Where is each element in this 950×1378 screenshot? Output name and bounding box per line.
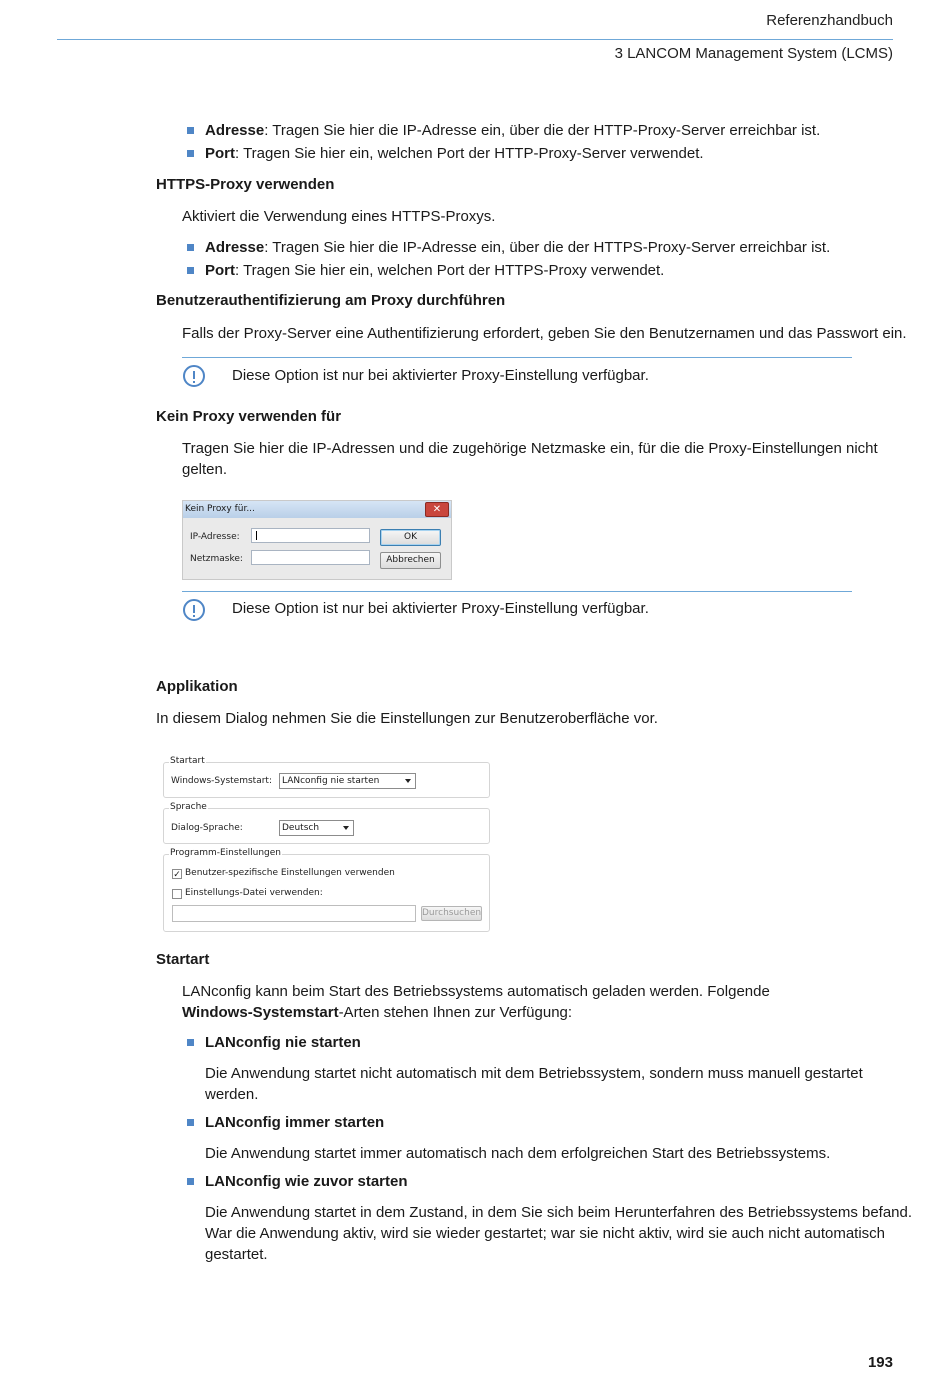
bullet-icon <box>187 267 194 274</box>
ip-label: IP-Adresse: <box>190 532 240 542</box>
settings-file-input[interactable] <box>172 905 416 922</box>
ip-address-input[interactable] <box>251 528 370 543</box>
section-heading: Applikation <box>156 678 238 695</box>
browse-button[interactable]: Durchsuchen <box>421 906 482 921</box>
section-heading: Benutzerauthentifizierung am Proxy durchführen <box>156 292 506 309</box>
dialog-language-label: Dialog-Sprache: <box>171 823 243 833</box>
option-desc-line: Die Anwendung startet nicht automatisch mit dem Betriebssystem, sondern muss manuell gestartet <box>205 1065 863 1082</box>
checkbox-label: Benutzer-spezifische Einstellungen verwenden <box>185 868 395 878</box>
select-value: Deutsch <box>282 823 320 833</box>
bullet-icon <box>187 1178 194 1185</box>
section-heading: Startart <box>156 951 210 968</box>
header-rule <box>57 39 893 40</box>
chevron-down-icon <box>405 779 411 783</box>
option-desc-line: War die Anwendung aktiv, wird sie wieder gestartet; war sie nicht aktiv, wird sie auch nicht automatisch <box>205 1225 886 1242</box>
paragraph: In diesem Dialog nehmen Sie die Einstellungen zur Benutzeroberfläche vor. <box>156 710 658 727</box>
paragraph-line: Tragen Sie hier die IP-Adressen und die zugehörige Netzmaske ein, für die die Proxy-Einstellungen nicht <box>182 440 878 457</box>
option-desc-line: Die Anwendung startet in dem Zustand, in dem Sie sich beim Herunterfahren des Betriebssystems befand. <box>205 1204 913 1221</box>
paragraph-line: LANconfig kann beim Start des Betriebssystems automatisch geladen werden. Folgende <box>182 983 770 1000</box>
option-desc-line: gestartet. <box>205 1246 268 1263</box>
option-title: LANconfig immer starten <box>205 1114 385 1131</box>
text-cursor <box>256 531 257 540</box>
list-item: Adresse: Tragen Sie hier die IP-Adresse ein, über die der HTTPS-Proxy-Server erreichbar ist. <box>205 239 831 256</box>
settings-file-checkbox[interactable] <box>172 889 182 899</box>
checkbox-label: Einstellungs-Datei verwenden: <box>185 888 323 898</box>
checkmark-icon: ✓ <box>173 869 181 879</box>
running-header-chapter: 3 LANCOM Management System (LCMS) <box>614 45 893 62</box>
option-desc-line: Die Anwendung startet immer automatisch nach dem erfolgreichen Start des Betriebssystems. <box>205 1145 831 1162</box>
windows-start-select[interactable] <box>279 773 416 789</box>
dialog-language-select[interactable] <box>279 820 354 836</box>
close-button[interactable]: ✕ <box>425 502 449 517</box>
bullet-icon <box>187 244 194 251</box>
bullet-icon <box>187 150 194 157</box>
no-proxy-dialog <box>182 500 452 580</box>
netmask-input[interactable] <box>251 550 370 565</box>
section-heading: Kein Proxy verwenden für <box>156 408 342 425</box>
option-title: LANconfig wie zuvor starten <box>205 1173 408 1190</box>
group-label: Sprache <box>170 802 207 812</box>
option-desc-line: werden. <box>205 1086 259 1103</box>
list-item: Port: Tragen Sie hier ein, welchen Port der HTTPS-Proxy verwendet. <box>205 262 665 279</box>
note-text: Diese Option ist nur bei aktivierter Proxy-Einstellung verfügbar. <box>232 600 649 617</box>
mask-label: Netzmaske: <box>190 554 243 564</box>
ok-button[interactable]: OK <box>380 529 441 546</box>
running-header-title: Referenzhandbuch <box>766 12 893 29</box>
info-icon <box>183 599 205 621</box>
list-item: Adresse: Tragen Sie hier die IP-Adresse ein, über die der HTTP-Proxy-Server erreichbar ist. <box>205 122 821 139</box>
list-item: Port: Tragen Sie hier ein, welchen Port der HTTP-Proxy-Server verwendet. <box>205 145 704 162</box>
paragraph-line: Windows-Systemstart-Arten stehen Ihnen zur Verfügung: <box>182 1004 573 1021</box>
bullet-icon <box>187 127 194 134</box>
chevron-down-icon <box>343 826 349 830</box>
note-rule <box>182 591 852 592</box>
group-label: Startart <box>170 756 205 766</box>
paragraph: Aktiviert die Verwendung eines HTTPS-Proxys. <box>182 208 496 225</box>
page-number: 193 <box>867 1354 893 1371</box>
option-title: LANconfig nie starten <box>205 1034 361 1051</box>
info-icon <box>183 365 205 387</box>
bullet-icon <box>187 1119 194 1126</box>
paragraph-line: gelten. <box>182 461 228 478</box>
group-label: Programm-Einstellungen <box>170 848 281 858</box>
bullet-icon <box>187 1039 194 1046</box>
user-settings-checkbox[interactable] <box>172 869 182 879</box>
dialog-title: Kein Proxy für... <box>183 501 451 518</box>
select-value: LANconfig nie starten <box>282 776 380 786</box>
application-settings-dialog <box>162 752 490 932</box>
section-heading: HTTPS-Proxy verwenden <box>156 176 335 193</box>
paragraph: Falls der Proxy-Server eine Authentifizierung erfordert, geben Sie den Benutzernamen und das Passwort ein. <box>182 325 907 342</box>
note-text: Diese Option ist nur bei aktivierter Proxy-Einstellung verfügbar. <box>232 367 649 384</box>
windows-start-label: Windows-Systemstart: <box>171 776 272 786</box>
note-rule <box>182 357 852 358</box>
cancel-button[interactable]: Abbrechen <box>380 552 441 569</box>
